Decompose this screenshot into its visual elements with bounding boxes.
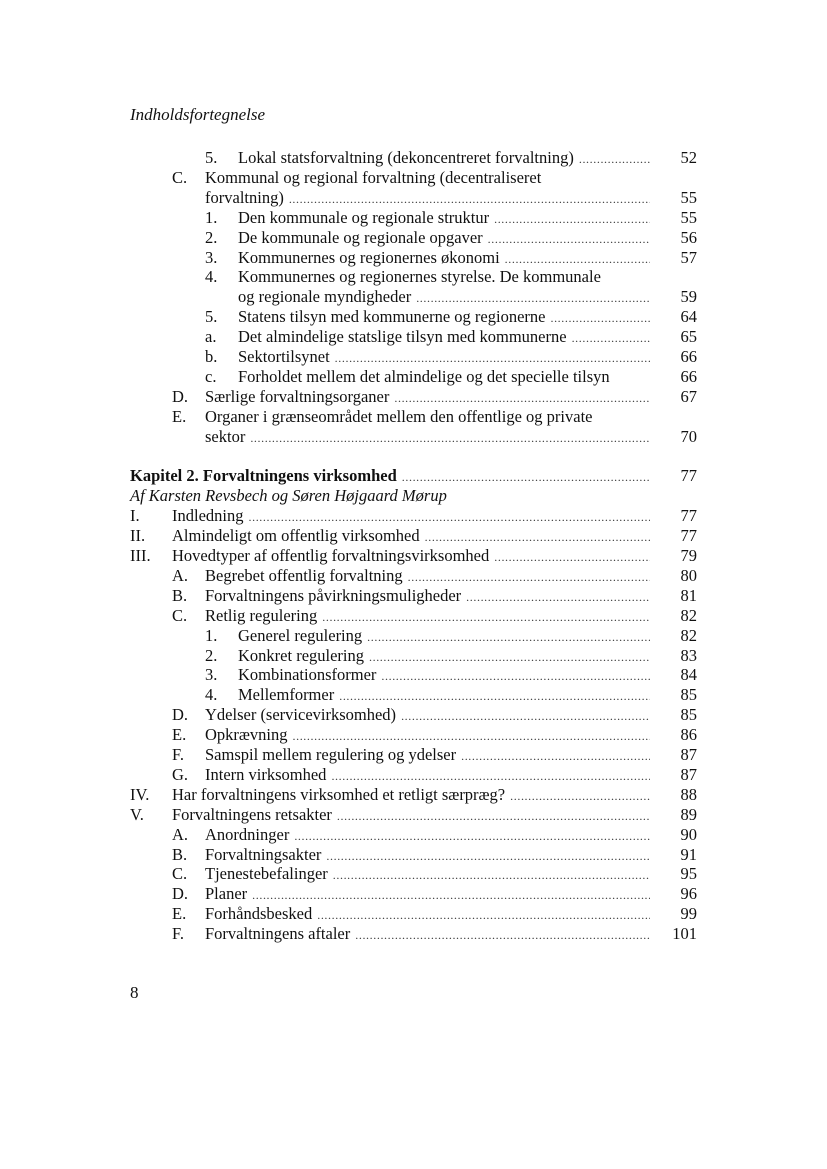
toc-entry-number xyxy=(130,785,149,805)
page-ref: 88 xyxy=(680,784,697,804)
page-ref: 85 xyxy=(680,705,697,725)
toc-entry-text: sektor xyxy=(205,426,246,446)
page-ref: 52 xyxy=(680,148,697,167)
toc-entry-number xyxy=(172,884,188,904)
entry-number: 3. xyxy=(205,665,218,685)
dot-leader xyxy=(331,766,650,786)
toc-entry-text: forvaltning) xyxy=(205,187,284,207)
toc-entry xyxy=(205,864,656,884)
dot-leader xyxy=(550,308,650,328)
toc-entry-number xyxy=(205,208,217,228)
toc-entry-text: Ydelser (servicevirksomhed) xyxy=(205,705,397,725)
entry-number: F. xyxy=(172,745,184,764)
page-ref: 59 xyxy=(680,287,697,307)
toc-entry-text: Konkret regulering xyxy=(238,645,364,665)
dot-leader xyxy=(293,726,651,746)
entry-number: E. xyxy=(172,904,187,924)
page-ref: 86 xyxy=(680,725,697,745)
entry-number: 5. xyxy=(205,307,218,327)
toc-page-number xyxy=(657,785,697,805)
entry-number: 1. xyxy=(205,207,218,227)
entry-number: II. xyxy=(130,526,146,546)
dot-leader xyxy=(322,607,650,627)
toc-entry-text: Anordninger xyxy=(205,824,290,844)
toc-page-number xyxy=(657,148,697,168)
toc-entry-text: Forvaltningens retsakter xyxy=(172,804,332,824)
toc-entry-text: Forvaltningens aftaler xyxy=(205,924,351,944)
page-ref: 66 xyxy=(680,347,697,366)
toc-entry-number xyxy=(205,665,217,685)
toc-page-number xyxy=(657,646,697,666)
entry-number: E. xyxy=(172,725,187,745)
toc-page-number xyxy=(657,626,697,646)
toc-page-number xyxy=(657,606,697,626)
toc-entry-text: Kommunal og regional forvaltning (decentraliseret xyxy=(205,167,542,187)
page-ref: 80 xyxy=(680,565,697,585)
toc-entry xyxy=(205,904,656,924)
dot-leader xyxy=(394,388,650,408)
dot-leader xyxy=(416,288,650,308)
entry-number: 2. xyxy=(205,645,218,665)
toc-entry-text: Den kommunale og regionale struktur xyxy=(238,207,490,227)
dot-leader xyxy=(505,249,650,269)
toc-entry-number xyxy=(172,745,184,765)
toc-page-number xyxy=(657,705,697,725)
toc-entry xyxy=(130,486,702,506)
toc-entry xyxy=(205,188,656,208)
entry-number: c. xyxy=(205,366,217,386)
page-ref: 66 xyxy=(680,366,697,386)
toc-page-number xyxy=(657,805,697,825)
entry-number: 2. xyxy=(205,227,218,247)
toc-entry xyxy=(238,685,656,705)
toc-entry xyxy=(205,765,656,785)
toc-entry-text: Almindeligt om offentlig virksomhed xyxy=(172,526,420,546)
toc-entry-text: Har forvaltningens virksomhed et retligt særpræg? xyxy=(172,784,506,804)
page-ref: 65 xyxy=(680,327,697,347)
page-ref: 101 xyxy=(672,924,697,944)
toc-entry-text: Samspil mellem regulering og ydelser xyxy=(205,745,457,764)
entry-number: G. xyxy=(172,764,189,784)
page-ref: 85 xyxy=(680,685,697,705)
toc-page-number xyxy=(657,924,697,944)
page-ref: 83 xyxy=(680,645,697,665)
toc-entry-text: og regionale myndigheder xyxy=(238,287,412,307)
toc-page-number xyxy=(657,387,697,407)
toc-page-number xyxy=(657,665,697,685)
toc-entry xyxy=(205,924,656,944)
toc-entry-text: Planer xyxy=(205,884,248,904)
toc-entry-number xyxy=(172,904,186,924)
toc-entry-text: Kommunernes og regionernes styrelse. De kommunale xyxy=(238,267,601,287)
page-ref: 77 xyxy=(680,466,697,486)
toc-entry-number xyxy=(172,725,186,745)
toc-entry xyxy=(205,745,656,765)
toc-entry-number xyxy=(172,845,187,865)
page-ref: 90 xyxy=(680,824,697,844)
toc-entry xyxy=(238,665,656,685)
toc-entry-number xyxy=(205,626,217,646)
entry-number: IV. xyxy=(130,784,150,804)
toc-page-number xyxy=(657,248,697,268)
toc-entry-text: Generel regulering xyxy=(238,625,363,645)
entry-number: A. xyxy=(172,824,189,844)
page-ref: 56 xyxy=(680,227,697,247)
page-ref: 91 xyxy=(680,844,697,864)
toc-entry-text: Af Karsten Revsbech og Søren Højgaard Mørup xyxy=(130,486,447,506)
toc-page-number xyxy=(657,228,697,248)
toc-entry-text: Kommunernes og regionernes økonomi xyxy=(238,247,500,267)
toc-entry-line xyxy=(238,267,702,287)
toc-entry-text: Tjenestebefalinger xyxy=(205,864,328,884)
toc-entry-number xyxy=(172,825,188,845)
toc-page-number xyxy=(657,188,697,208)
toc-entry xyxy=(130,466,656,486)
toc-entry xyxy=(205,387,656,407)
entry-number: 3. xyxy=(205,247,218,267)
toc-entry xyxy=(172,526,656,546)
page-ref: 82 xyxy=(680,625,697,645)
toc-entry xyxy=(238,626,656,646)
page-ref: 55 xyxy=(680,187,697,207)
toc-entry xyxy=(205,884,656,904)
entry-number: C. xyxy=(172,167,188,187)
toc-page-number xyxy=(657,904,697,924)
toc-entry-line xyxy=(205,168,702,188)
toc-entry-text: Det almindelige statslige tilsyn med kommunerne xyxy=(238,327,567,347)
toc-entry xyxy=(205,586,656,606)
page-ref: 70 xyxy=(680,426,697,446)
dot-leader xyxy=(401,706,650,726)
toc-entry-number xyxy=(172,586,187,606)
dot-leader xyxy=(317,905,650,925)
toc-entry-number xyxy=(205,228,217,248)
page-ref: 57 xyxy=(680,247,697,267)
entry-number: A. xyxy=(172,565,189,585)
toc-entry xyxy=(238,327,656,347)
toc-entry-line xyxy=(205,407,702,427)
toc-page-number xyxy=(657,864,697,884)
toc-page-number xyxy=(657,506,697,526)
page-ref: 55 xyxy=(680,207,697,227)
toc-page-number xyxy=(657,287,697,307)
toc-entry xyxy=(205,825,656,845)
toc-entry-number xyxy=(130,805,144,825)
toc-entry-number xyxy=(130,526,145,546)
dot-leader xyxy=(494,547,650,567)
toc-entry-text: Forvaltningsakter xyxy=(205,844,322,864)
dot-leader xyxy=(572,328,650,348)
toc-entry-text: Indledning xyxy=(172,506,244,526)
toc-page-number xyxy=(657,526,697,546)
toc-page-number xyxy=(657,466,697,486)
toc-page-number xyxy=(657,745,697,765)
page-ref: 84 xyxy=(680,665,697,685)
dot-leader xyxy=(494,209,650,229)
toc-entry xyxy=(238,228,656,248)
dot-leader xyxy=(381,666,650,686)
toc-entry-text: Sektortilsynet xyxy=(238,347,330,366)
dot-leader xyxy=(402,467,650,487)
toc-entry xyxy=(205,427,656,447)
toc-entry xyxy=(205,566,656,586)
toc-entry-text: Opkrævning xyxy=(205,725,288,745)
toc-entry-text: Begrebet offentlig forvaltning xyxy=(205,565,403,585)
dot-leader xyxy=(252,885,650,905)
toc-page-number xyxy=(657,884,697,904)
page-ref: 77 xyxy=(680,506,697,526)
toc-entry xyxy=(205,705,656,725)
dot-leader xyxy=(369,647,650,667)
toc-page-number xyxy=(657,586,697,606)
entry-number: 4. xyxy=(205,685,218,705)
toc-entry-number xyxy=(172,168,187,188)
toc-entry-number xyxy=(172,407,186,427)
toc-entry-text: Intern virksomhed xyxy=(205,764,327,784)
dot-leader xyxy=(294,826,650,846)
toc-entry-number xyxy=(172,566,188,586)
page-ref: 96 xyxy=(680,884,697,904)
toc-entry-text: Særlige forvaltningsorganer xyxy=(205,386,390,406)
toc-entry xyxy=(238,208,656,228)
dot-leader xyxy=(579,149,650,169)
entry-number: I. xyxy=(130,506,140,526)
toc-page-number xyxy=(657,307,697,327)
dot-leader xyxy=(466,587,650,607)
toc-entry-text: Forvaltningens påvirkningsmuligheder xyxy=(205,585,462,605)
page-ref: 89 xyxy=(680,804,697,824)
entry-number: E. xyxy=(172,406,187,426)
toc-entry xyxy=(238,148,656,168)
page-ref: 87 xyxy=(680,745,697,764)
toc-entry-number xyxy=(172,606,187,626)
toc-entry-text: Retlig regulering xyxy=(205,605,318,625)
toc-entry xyxy=(238,307,656,327)
toc-entry-number xyxy=(205,148,217,168)
toc-entry-number xyxy=(130,506,140,526)
page-ref: 79 xyxy=(680,546,697,565)
dot-leader xyxy=(333,865,650,885)
entry-number: 5. xyxy=(205,148,218,167)
toc-entry-text: Kombinationsformer xyxy=(238,665,377,685)
toc-entry-text: Kapitel 2. Forvaltningens virksomhed xyxy=(130,466,397,486)
dot-leader xyxy=(355,925,650,945)
page-ref: 67 xyxy=(680,386,697,406)
dot-leader xyxy=(425,527,650,547)
dot-leader xyxy=(250,428,650,448)
dot-leader xyxy=(461,746,650,766)
toc-entry-number xyxy=(205,267,217,287)
toc-page-number xyxy=(657,546,697,566)
toc-entry-number xyxy=(172,864,187,884)
toc-entry xyxy=(172,785,656,805)
entry-number: 4. xyxy=(205,267,218,287)
toc-page-number xyxy=(657,208,697,228)
toc-entry xyxy=(238,287,656,307)
entry-number: C. xyxy=(172,864,188,884)
toc-entry-text: Organer i grænseområdet mellem den offentlige og private xyxy=(205,406,593,426)
page-ref: 95 xyxy=(680,864,697,884)
dot-leader xyxy=(249,507,651,527)
entry-number: D. xyxy=(172,884,189,904)
entry-number: b. xyxy=(205,347,218,366)
toc-entry xyxy=(172,506,656,526)
entry-number: D. xyxy=(172,705,189,725)
page-ref: 81 xyxy=(680,585,697,605)
toc-entry-number xyxy=(172,387,188,407)
entry-number: D. xyxy=(172,386,189,406)
entry-number: F. xyxy=(172,924,184,944)
page-header: Indholdsfortegnelse xyxy=(130,105,266,124)
entry-number: V. xyxy=(130,804,144,824)
toc-entry-number xyxy=(205,367,216,387)
toc-page-number xyxy=(657,725,697,745)
toc-entry-text: De kommunale og regionale opgaver xyxy=(238,227,483,247)
toc-page-number xyxy=(657,347,697,367)
toc-page-number xyxy=(657,845,697,865)
entry-number: a. xyxy=(205,327,217,347)
dot-leader xyxy=(408,567,650,587)
toc-page-number xyxy=(657,367,697,387)
toc-entry-number xyxy=(205,646,217,666)
page-number: 8 xyxy=(130,983,139,1002)
toc-entry-number xyxy=(130,546,151,566)
page-ref: 64 xyxy=(680,307,697,327)
entry-number: B. xyxy=(172,844,188,864)
page-ref: 77 xyxy=(680,526,697,546)
toc-entry xyxy=(172,546,656,566)
toc-page-number xyxy=(657,427,697,447)
toc-entry xyxy=(205,725,656,745)
toc-page-number xyxy=(657,685,697,705)
toc-entry-text: Forholdet mellem det almindelige og det specielle tilsyn xyxy=(238,366,610,386)
page-ref: 99 xyxy=(680,904,697,924)
toc-entry-text: Forhåndsbesked xyxy=(205,904,313,924)
dot-leader xyxy=(326,846,650,866)
dot-leader xyxy=(337,806,650,826)
toc-entry xyxy=(238,367,656,387)
entry-number: III. xyxy=(130,546,151,565)
toc-entry xyxy=(238,248,656,268)
toc-entry-number xyxy=(205,347,217,367)
toc-entry-number xyxy=(205,327,216,347)
toc-entry-number xyxy=(172,924,184,944)
dot-leader xyxy=(510,786,650,806)
dot-leader xyxy=(367,627,650,647)
toc-entry xyxy=(238,347,656,367)
entry-number: B. xyxy=(172,585,188,605)
dot-leader xyxy=(488,229,650,249)
toc-page-number xyxy=(657,327,697,347)
toc-page-number xyxy=(657,765,697,785)
page-ref: 82 xyxy=(680,605,697,625)
toc-entry-text: Statens tilsyn med kommunerne og regionerne xyxy=(238,307,546,327)
toc-page-number xyxy=(657,566,697,586)
toc-entry-number xyxy=(205,685,217,705)
toc-page-number xyxy=(657,825,697,845)
toc-entry-text: Mellemformer xyxy=(238,685,335,705)
toc-entry xyxy=(205,606,656,626)
toc-entry-number xyxy=(172,765,188,785)
entry-number: 1. xyxy=(205,625,218,645)
page-ref: 87 xyxy=(680,764,697,784)
toc-entry-number xyxy=(172,705,188,725)
toc-entry xyxy=(172,805,656,825)
dot-leader xyxy=(289,189,650,209)
toc-entry-number xyxy=(205,248,217,268)
entry-number: C. xyxy=(172,605,188,625)
toc-entry-text: Hovedtyper af offentlig forvaltningsvirksomhed xyxy=(172,546,490,565)
dot-leader xyxy=(339,686,650,706)
dot-leader xyxy=(335,348,650,368)
toc-entry-text: Lokal statsforvaltning (dekoncentreret forvaltning) xyxy=(238,148,574,167)
toc-entry xyxy=(238,646,656,666)
toc-entry xyxy=(205,845,656,865)
toc-entry-number xyxy=(205,307,217,327)
